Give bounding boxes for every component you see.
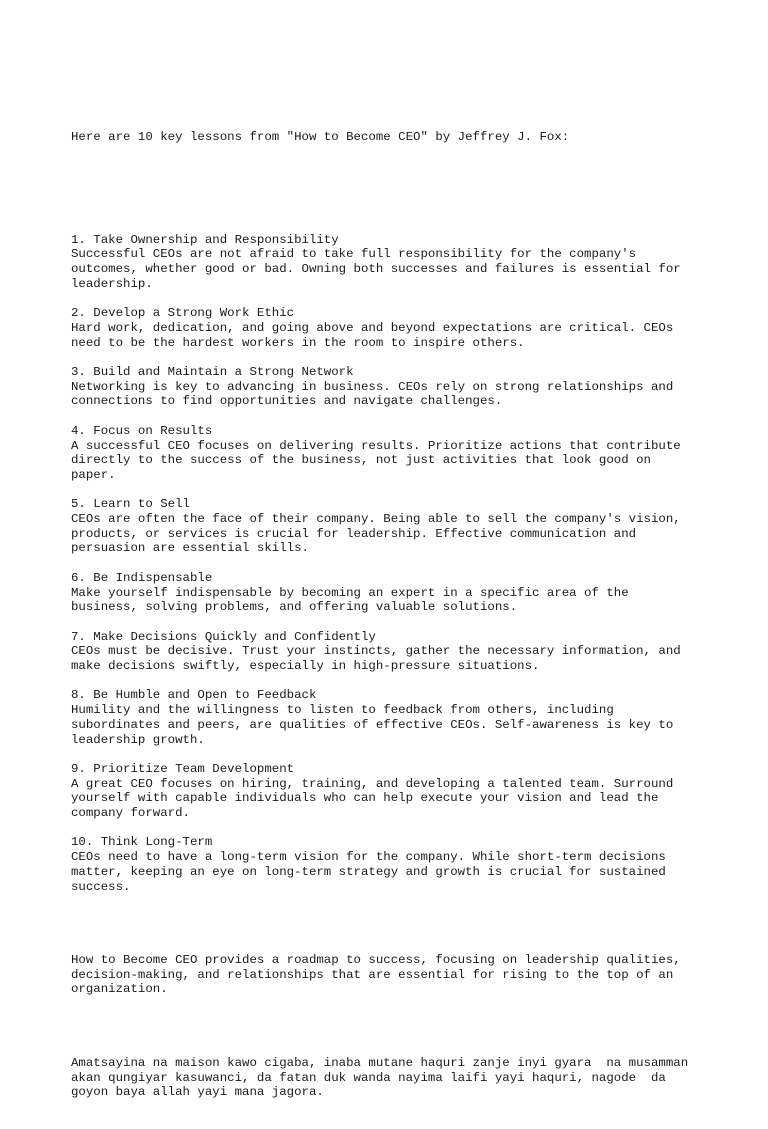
- lesson-body-line: company forward.: [71, 806, 190, 821]
- summary-paragraph: [71, 953, 721, 997]
- lesson-body-line: CEOs are often the face of their company. Being able to sell the company's vision,: [71, 512, 681, 527]
- lesson-heading: 7. Make Decisions Quickly and Confidently: [71, 629, 376, 644]
- lesson-heading: 8. Be Humble and Open to Feedback: [71, 688, 317, 703]
- lesson-heading: 9. Prioritize Team Development: [71, 761, 295, 776]
- closing-line: Amatsayina na maison kawo cigaba, inaba mutane haquri zanje inyi gyara na musamman: [71, 1055, 689, 1070]
- lesson-heading: 5. Learn to Sell: [71, 497, 190, 512]
- lesson-body-line: business, solving problems, and offering valuable solutions.: [71, 600, 518, 615]
- lesson-body-line: persuasion are essential skills.: [71, 541, 309, 556]
- lesson-item: [71, 497, 721, 556]
- lesson-body-line: paper.: [71, 467, 116, 482]
- lesson-body-line: outcomes, whether good or bad. Owning both successes and failures is essential for: [71, 262, 681, 277]
- lesson-item: [71, 365, 721, 409]
- lesson-body-line: success.: [71, 879, 131, 894]
- summary-line: How to Become CEO provides a roadmap to success, focusing on leadership qualities,: [71, 953, 681, 968]
- lesson-body-line: connections to find opportunities and navigate challenges.: [71, 394, 503, 409]
- lesson-item: [71, 424, 721, 483]
- intro-line: [71, 100, 721, 174]
- closing-line: akan qungiyar kasuwanci, da fatan duk wanda nayima laifi yayi haquri, nagode da: [71, 1070, 666, 1085]
- lesson-heading: 6. Be Indispensable: [71, 570, 213, 585]
- document-page: [71, 71, 721, 1129]
- lesson-body-line: directly to the success of the business, not just activities that look good on: [71, 453, 651, 468]
- lesson-body-line: Make yourself indispensable by becoming an expert in a specific area of the: [71, 585, 629, 600]
- lesson-item: [71, 233, 721, 292]
- lesson-body-line: CEOs need to have a long-term vision for the company. While short-term decisions: [71, 850, 666, 865]
- lesson-body-line: Hard work, dedication, and going above and beyond expectations are critical. CEOs: [71, 320, 674, 335]
- lesson-body-line: leadership.: [71, 276, 153, 291]
- lesson-body-line: matter, keeping an eye on long-term strategy and growth is crucial for sustained: [71, 864, 666, 879]
- lesson-heading: 4. Focus on Results: [71, 423, 213, 438]
- intro-text: Here are 10 key lessons from "How to Become CEO" by Jeffrey J. Fox:: [71, 129, 570, 144]
- lesson-body-line: make decisions swiftly, especially in high-pressure situations.: [71, 659, 540, 674]
- lesson-item: [71, 306, 721, 350]
- lessons-list: [71, 233, 721, 895]
- lesson-item: [71, 688, 721, 747]
- lesson-body-line: CEOs must be decisive. Trust your instincts, gather the necessary information, and: [71, 644, 681, 659]
- summary-line: decision-making, and relationships that are essential for rising to the top of an: [71, 967, 674, 982]
- lesson-heading: 1. Take Ownership and Responsibility: [71, 232, 339, 247]
- lesson-body-line: A successful CEO focuses on delivering results. Prioritize actions that contribute: [71, 438, 681, 453]
- lesson-body-line: leadership growth.: [71, 732, 205, 747]
- lesson-body-line: Successful CEOs are not afraid to take full responsibility for the company's: [71, 247, 637, 262]
- lesson-body-line: Humility and the willingness to listen to feedback from others, including: [71, 703, 614, 718]
- summary-line: organization.: [71, 982, 168, 997]
- lesson-item: [71, 835, 721, 894]
- lesson-body-line: products, or services is crucial for leadership. Effective communication and: [71, 526, 637, 541]
- lesson-item: [71, 630, 721, 674]
- lesson-item: [71, 571, 721, 615]
- lesson-body-line: yourself with capable individuals who can help execute your vision and lead the: [71, 791, 659, 806]
- closing-paragraph: [71, 1056, 721, 1100]
- lesson-body-line: need to be the hardest workers in the room to inspire others.: [71, 335, 525, 350]
- lesson-item: [71, 762, 721, 821]
- closing-line: goyon baya allah yayi mana jagora.: [71, 1085, 324, 1100]
- lesson-heading: 3. Build and Maintain a Strong Network: [71, 365, 354, 380]
- lesson-heading: 2. Develop a Strong Work Ethic: [71, 306, 295, 321]
- lesson-heading: 10. Think Long-Term: [71, 835, 213, 850]
- lesson-body-line: A great CEO focuses on hiring, training, and developing a talented team. Surround: [71, 776, 674, 791]
- lesson-body-line: subordinates and peers, are qualities of effective CEOs. Self-awareness is key to: [71, 717, 674, 732]
- lesson-body-line: Networking is key to advancing in business. CEOs rely on strong relationships and: [71, 379, 674, 394]
